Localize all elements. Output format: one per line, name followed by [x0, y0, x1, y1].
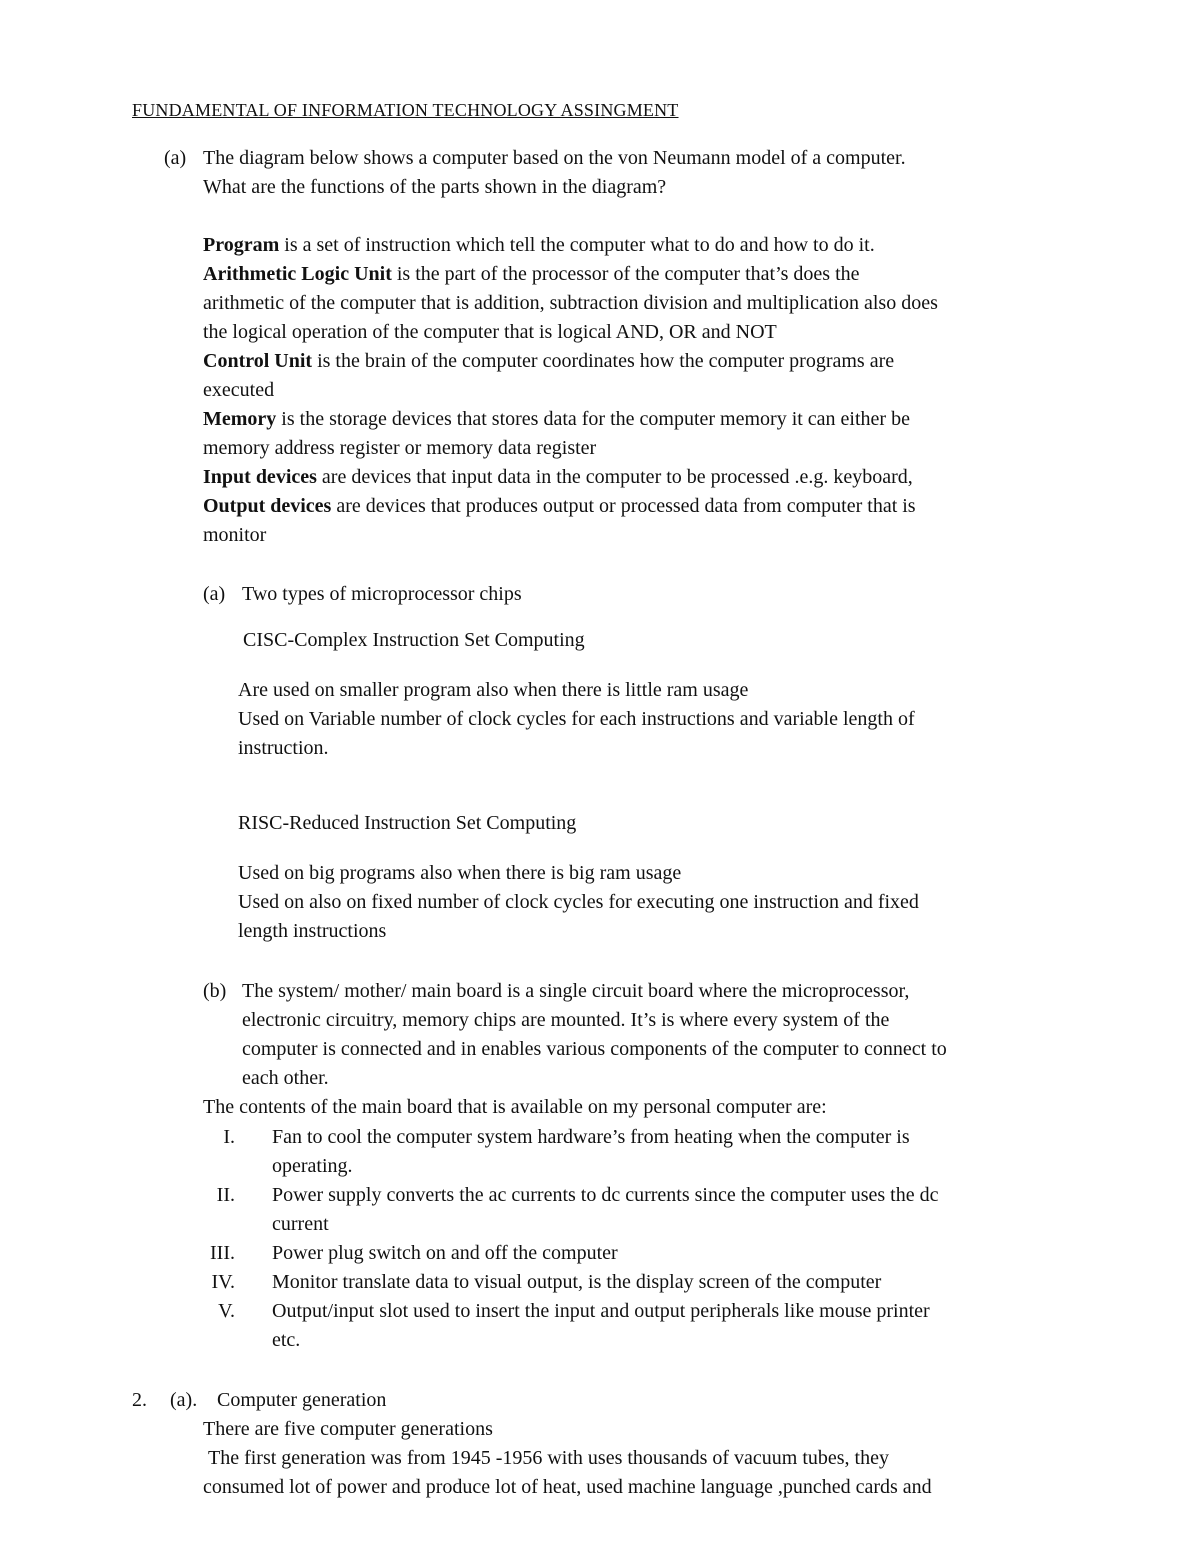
list-item: Power plug switch on and off the computer: [272, 1242, 618, 1264]
list-item: Output/input slot used to insert the input and output peripherals like mouse printer: [272, 1300, 930, 1322]
list-item: Monitor translate data to visual output, is the display screen of the computer: [272, 1271, 882, 1293]
term-memory: Memory: [203, 408, 277, 430]
mainboard-line: The system/ mother/ main board is a single circuit board where the microprocessor,: [242, 980, 910, 1002]
cisc-title: CISC-Complex Instruction Set Computing: [243, 629, 585, 651]
list-number: II.: [216, 1184, 235, 1206]
list-item: Fan to cool the computer system hardware’s from heating when the computer is: [272, 1126, 910, 1148]
definition-text: arithmetic of the computer that is addition, subtraction division and multiplication also does: [203, 292, 938, 314]
chips-marker: (a): [203, 583, 226, 605]
definition-text: the logical operation of the computer that is logical AND, OR and NOT: [203, 321, 777, 343]
definition-text: is a set of instruction which tell the computer what to do and how to do it.: [279, 234, 875, 256]
q1a-line: The diagram below shows a computer based on the von Neumann model of a computer.: [203, 147, 906, 169]
cisc-line: Are used on smaller program also when there is little ram usage: [238, 679, 749, 701]
definition-text: is the storage devices that stores data for the computer memory it can either be: [276, 408, 910, 430]
definition-input-devices: [203, 463, 913, 492]
q2-line: There are five computer generations: [203, 1418, 493, 1440]
q2-line: consumed lot of power and produce lot of heat, used machine language ,punched cards and: [203, 1476, 932, 1498]
list-number: IV.: [211, 1271, 235, 1293]
list-item: current: [272, 1213, 329, 1235]
list-number: III.: [210, 1242, 235, 1264]
list-item: Power supply converts the ac currents to dc currents since the computer uses the dc: [272, 1184, 939, 1206]
term-control-unit: Control Unit: [203, 350, 313, 372]
definition-program: [203, 231, 875, 260]
q1a-marker: (a): [164, 147, 187, 169]
list-number: V.: [218, 1300, 235, 1322]
cisc-line: instruction.: [238, 737, 329, 759]
list-item: operating.: [272, 1155, 353, 1177]
definition-text: memory address register or memory data register: [203, 437, 597, 459]
definition-memory: [203, 405, 910, 434]
list-item: etc.: [272, 1329, 301, 1351]
definition-text: executed: [203, 379, 275, 401]
risc-line: length instructions: [238, 920, 387, 942]
term-program: Program: [203, 234, 280, 256]
definition-text: is the brain of the computer coordinates how the computer programs are: [312, 350, 895, 372]
definition-output-devices: [203, 492, 916, 521]
page-title: FUNDAMENTAL OF INFORMATION TECHNOLOGY ASSINGMENT: [132, 100, 679, 120]
definition-text: is the part of the processor of the computer that’s does the: [391, 263, 860, 285]
chips-heading: Two types of microprocessor chips: [242, 583, 522, 605]
definition-alu: [203, 260, 860, 289]
q2-line: The first generation was from 1945 -1956 with uses thousands of vacuum tubes, they: [208, 1447, 889, 1469]
term-alu: Arithmetic Logic Unit: [203, 263, 392, 285]
risc-line: Used on big programs also when there is big ram usage: [238, 862, 682, 884]
definition-text: are devices that produces output or processed data from computer that is: [331, 495, 916, 517]
definition-text: monitor: [203, 524, 267, 546]
q2-number: 2.: [132, 1389, 147, 1411]
q1a-line: What are the functions of the parts shown in the diagram?: [203, 176, 667, 198]
mainboard-contents-intro: The contents of the main board that is available on my personal computer are:: [203, 1096, 827, 1118]
definition-text: are devices that input data in the computer to be processed .e.g. keyboard,: [316, 466, 913, 488]
q2-heading: Computer generation: [217, 1389, 387, 1411]
term-output-devices: Output devices: [203, 495, 332, 517]
mainboard-line: electronic circuitry, memory chips are mounted. It’s is where every system of the: [242, 1009, 890, 1031]
risc-line: Used on also on fixed number of clock cycles for executing one instruction and fixed: [238, 891, 919, 913]
risc-title: RISC-Reduced Instruction Set Computing: [238, 812, 577, 834]
mainboard-line: computer is connected and in enables various components of the computer to connect to: [242, 1038, 947, 1060]
mainboard-marker: (b): [203, 980, 227, 1002]
term-input-devices: Input devices: [203, 466, 317, 488]
cisc-line: Used on Variable number of clock cycles for each instructions and variable length of: [238, 708, 915, 730]
definition-control-unit: [203, 347, 894, 376]
list-number: I.: [223, 1126, 235, 1148]
mainboard-line: each other.: [242, 1067, 329, 1089]
q2-marker: (a).: [170, 1389, 198, 1411]
